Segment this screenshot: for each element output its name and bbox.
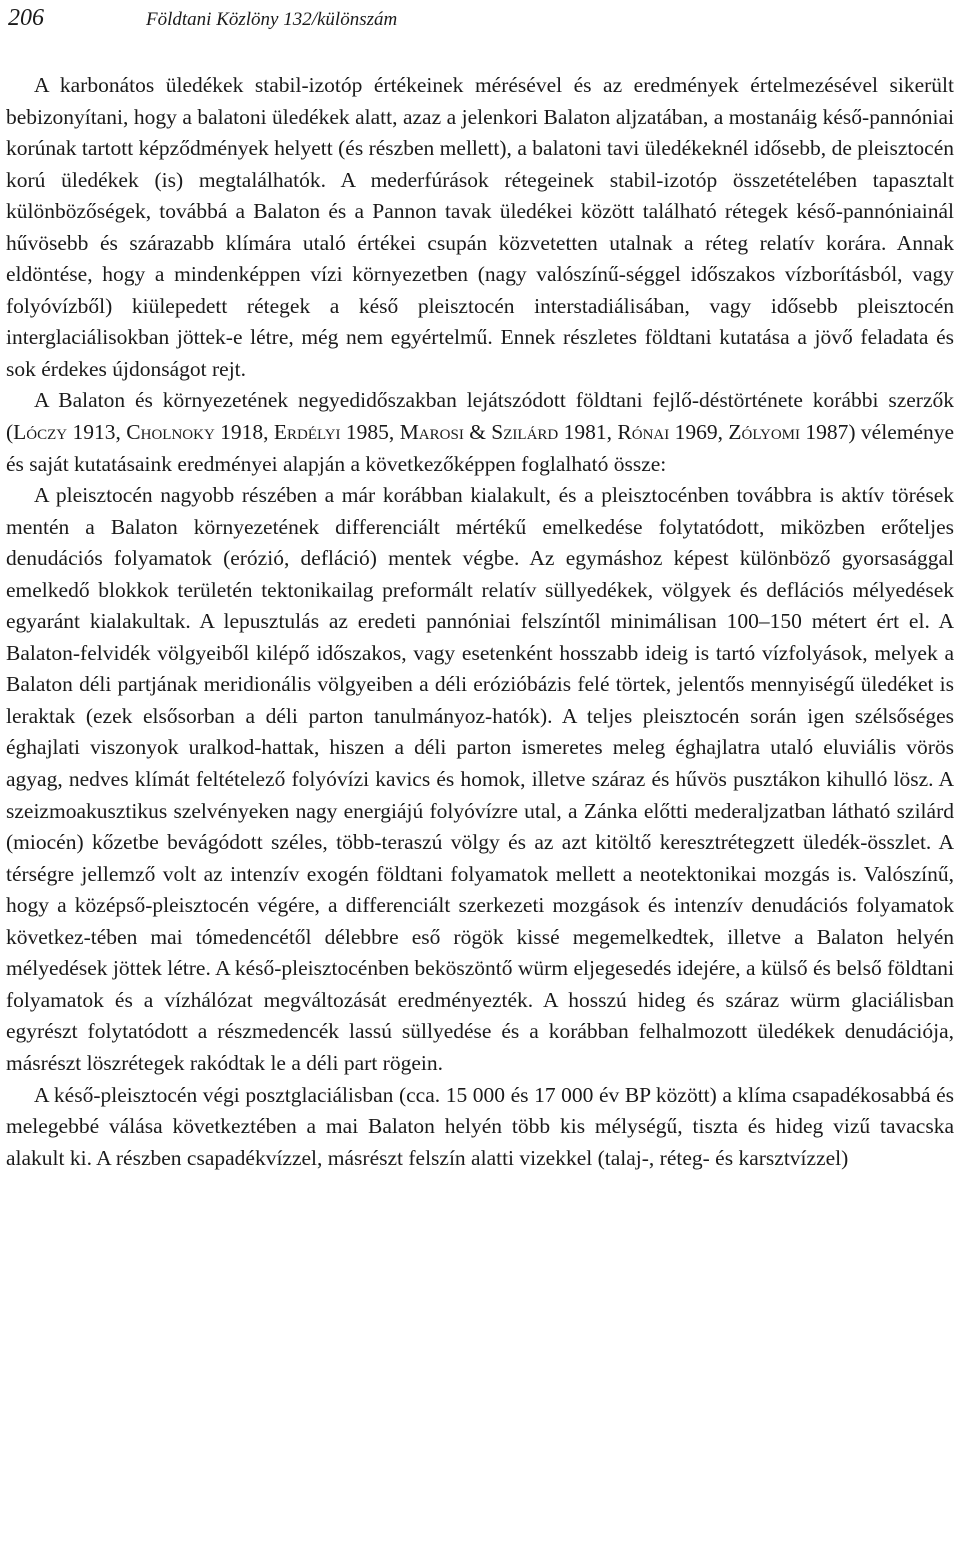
ref-year: 1918, — [214, 420, 274, 445]
ref-year: 1987 — [800, 420, 849, 445]
page-header — [6, 4, 954, 34]
ref-year: 1981, — [558, 420, 618, 445]
author-ref: Zólyomi — [728, 420, 800, 445]
paragraph-4: A késő-pleisztocén végi posztglaciálisban (cca. 15 000 és 17 000 év BP között) a klíma csapadékosabbá és melegebbé válása következtében a mai Balaton helyén több kis mélységű, tiszta és hideg vizű tavacska alakult ki. A részben csapadékvízzel, másrészt felszín alatti vizekkel (talaj-, réteg- és karsztvízzel) — [6, 1082, 954, 1170]
paragraph-1: A karbonátos üledékek stabil-izotóp értékeinek mérésével és az eredmények értelmezésével sikerült bebizonyítani, hogy a balatoni üledékek alatt, azaz a jelenkori Balaton aljzatában, a mostanáig késő-pannóniai korúnak tartott képződmények helyett (és részben mellett), a balatoni tavi üledékeknél idősebb, de pleisztocén korú üledékek (is) megtalálhatók. A mederfúrások rétegeinek stabil-izotóp összetételében tapasztalt különbözőségek, továbbá a Balaton és a Pannon tavak üledékei között található rétegek késő-pannóniainál hűvösebb és szárazabb klímára utaló értékei csupán közvetetten utalnak a réteg relatív korára. Annak eldöntése, hogy a mindenképpen vízi környezetben (nagy valószínű-séggel időszakos vízborításból, vagy folyóvízből) kiülepedett rétegek a késő pleisztocén interstadiálisában, vagy idősebb pleisztocén interglaciálisokban jöttek-e létre, még nem egyértelmű. Ennek részletes földtani kutatása a jövő feladata és sok érdekes újdonságot rejt. — [6, 73, 954, 381]
ref-year: 1913, — [67, 420, 127, 445]
ref-year: 1969, — [669, 420, 729, 445]
author-ref: Erdélyi — [273, 420, 341, 445]
paragraph-2-tail: ) véleménye és saját kutatásaink eredményei alapján a következőképpen foglalható össze: — [6, 420, 955, 476]
author-ref: Cholnoky — [126, 420, 215, 445]
author-ref: Lóczy — [13, 420, 68, 445]
running-title: Földtani Közlöny 132/különszám — [146, 9, 398, 30]
ref-year: 1985, — [340, 420, 400, 445]
author-ref: Rónai — [617, 420, 670, 445]
document-page — [6, 0, 954, 1562]
author-ref: Marosi — [399, 420, 464, 445]
paragraph-2-lead: A Balaton és környezetének negyedidőszakban lejátszódott földtani fejlő-déstörténete korábbi szerzők ( — [6, 388, 954, 445]
author-ref: Szilárd — [491, 420, 559, 445]
paragraph-3: A pleisztocén nagyobb részében a már korábban kialakult, és a pleisztocénben továbbra is aktív törések mentén a Balaton környezetének differenciált mértékű emelkedése folytatódott, miközben erőteljes denudációs folyamatok (erózió, defláció) mentek végbe. Az egymáshoz képest különböző gyorsasággal emelkedő blokkok területén tektonikailag preformált relatív süllyedékek, völgyek és deflációs mélyedések egyaránt kialakultak. A lepusztulás az eredeti pannóniai felszíntől minimálisan 100–150 métert ért el. A Balaton-felvidék völgyeiből kilépő időszakos, vagy esetenként hosszabb ideig is tartó vízfolyások, melyek a Balaton déli partjának meridionális völgyeiben a déli erózióbázis felé törtek, jelentős mennyiségű üledéket is leraktak (ezek elsősorban a déli parton tanulmányoz-hatók). A teljes pleisztocén során igen szélsőséges éghajlati viszonyok uralkod-hattak, hiszen a déli parton ismeretes meleg éghajlatra utaló eluviális vörös agyag, nedves klímát feltételező folyóvízi kavics és homok, illetve száraz és hűvös pusztákon kihulló lösz. A szeizmoakusztikus szelvényeken nagy energiájú folyóvízre utal, a Zánka előtti mederaljzatban látható szilárd (miocén) kőzetbe bevágódott széles, több-teraszú völgy és az azt kitöltő keresztrétegzett üledék-összlet. A térségre jellemző volt az intenzív exogén földtani folyamatok mellett a neotektonikai mozgás is. Valószínű, hogy a középső-pleisztocén végére, a differenciált szerkezeti mozgások és intenzív denudációs folyamatok következ-tében mai tómedencétől délebbre eső rögök kissé megemelkedtek, illetve a Balaton helyén mélyedések jöttek létre. A késő-pleisztocénben beköszöntő würm eljegesedés idejére, a külső és belső földtani folyamatok és a vízhálózat megváltozását eredményezték. A hosszú hideg és száraz würm glaciálisban egyrészt folytatódott a részmedencék lassú süllyedése és a korábban felhalmozott üledékek denudációja, másrészt löszrétegek rakódtak le a déli part rögein. — [6, 483, 954, 1075]
body-text — [6, 70, 954, 1174]
ref-year: & — [463, 420, 492, 445]
paragraph-2 — [6, 385, 954, 480]
page-number: 206 — [8, 5, 44, 31]
